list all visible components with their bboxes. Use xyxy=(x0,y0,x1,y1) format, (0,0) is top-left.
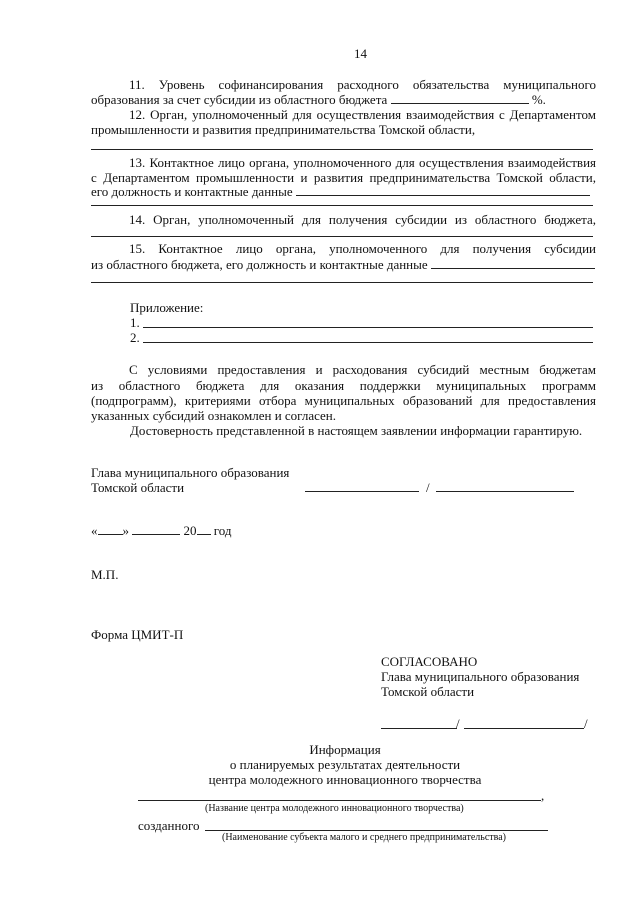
sme-name-field[interactable] xyxy=(205,830,548,831)
approval-name-field[interactable] xyxy=(464,728,584,729)
created-label: созданного xyxy=(138,818,200,833)
info-line-2: о планируемых результатах деятельности xyxy=(229,757,461,772)
approval-title: СОГЛАСОВАНО xyxy=(381,654,478,669)
item-13-text: его должность и контактные данные xyxy=(91,184,293,199)
approval-line-2: Томской области xyxy=(381,684,475,699)
attachment-1-field[interactable] xyxy=(143,327,593,328)
percent-sign: %. xyxy=(531,92,546,107)
info-line-3: центра молодежного инновационного творчества xyxy=(208,772,482,787)
date-close-quote: » xyxy=(122,523,129,538)
consent-line-4: указанных субсидий ознакомлен и согласен. xyxy=(91,408,337,423)
item-13-answer-line[interactable] xyxy=(91,205,593,206)
date-day-field[interactable] xyxy=(98,523,123,535)
item-15-line-2 xyxy=(91,257,595,272)
form-name: Форма ЦМИТ-П xyxy=(91,627,184,642)
date-month-field[interactable] xyxy=(132,523,180,535)
attachments-label: Приложение: xyxy=(130,300,204,315)
cofinancing-percent-field[interactable] xyxy=(391,92,529,104)
date-year-field[interactable] xyxy=(197,523,211,535)
item-15-answer-line[interactable] xyxy=(91,282,593,283)
consent-line-2: из областного бюджета для оказания поддержки муниципальных программ xyxy=(91,378,596,393)
head-title-line-1: Глава муниципального образования xyxy=(91,465,290,480)
item-15-line-1: 15. Контактное лицо органа, уполномоченного для получения субсидии xyxy=(129,241,596,256)
attachment-2-field[interactable] xyxy=(143,342,593,343)
approval-signature-field[interactable] xyxy=(381,728,457,729)
item-12-line-2: промышленности и развития предпринимательства Томской области, xyxy=(91,122,476,137)
stamp-label: М.П. xyxy=(91,567,119,582)
approval-sep-2: / xyxy=(584,716,588,731)
approval-sep-1: / xyxy=(456,716,460,731)
item-15-text: из областного бюджета, его должность и контактные данные xyxy=(91,257,428,272)
item-13-line-2: с Департаментом промышленности и развития предпринимательства Томской области, xyxy=(91,170,596,185)
sme-name-caption: (Наименование субъекта малого и среднего предпринимательства) xyxy=(222,832,506,843)
center-name-caption: (Название центра молодежного инновационного творчества) xyxy=(205,803,464,814)
item-14-line-1: 14. Орган, уполномоченный для получения субсидии из областного бюджета, xyxy=(129,212,596,227)
attachment-1-number: 1. xyxy=(130,315,140,330)
item-15-contact-field[interactable] xyxy=(431,257,595,269)
item-11-text: образования за счет субсидии из областного бюджета xyxy=(91,92,388,107)
item-11-line-2 xyxy=(91,92,546,107)
head-name-field[interactable] xyxy=(436,491,574,492)
approval-line-1: Глава муниципального образования xyxy=(381,669,580,684)
item-11-line-1: 11. Уровень софинансирования расходного обязательства муниципального xyxy=(129,77,596,92)
date-line xyxy=(91,523,232,538)
date-year-prefix: 20 xyxy=(183,523,197,538)
head-signature-field[interactable] xyxy=(305,491,419,492)
page-number: 14 xyxy=(354,46,367,61)
info-title: Информация xyxy=(309,742,381,757)
item-12-answer-line[interactable] xyxy=(91,149,593,150)
date-open-quote: « xyxy=(91,523,98,538)
head-title-line-2: Томской области xyxy=(91,480,185,495)
consent-line-3: (подпрограмм), критериями отбора муниципальных образований для предоставления xyxy=(91,393,596,408)
date-year-suffix: год xyxy=(213,523,232,538)
center-name-field[interactable] xyxy=(138,800,541,801)
item-14-answer-line[interactable] xyxy=(91,236,593,237)
center-name-comma: , xyxy=(541,788,545,803)
signature-separator: / xyxy=(426,480,430,495)
consent-line-1: С условиями предоставления и расходования субсидий местным бюджетам xyxy=(129,362,596,377)
item-12-line-1: 12. Орган, уполномоченный для осуществления взаимодействия с Департаментом xyxy=(129,107,596,122)
attachment-2-number: 2. xyxy=(130,330,140,345)
item-13-line-3 xyxy=(91,184,590,199)
item-13-line-1: 13. Контактное лицо органа, уполномоченного для осуществления взаимодействия xyxy=(129,155,596,170)
consent-line-5: Достоверность представленной в настоящем заявлении информации гарантирую. xyxy=(130,423,583,438)
item-13-contact-field[interactable] xyxy=(296,184,590,196)
